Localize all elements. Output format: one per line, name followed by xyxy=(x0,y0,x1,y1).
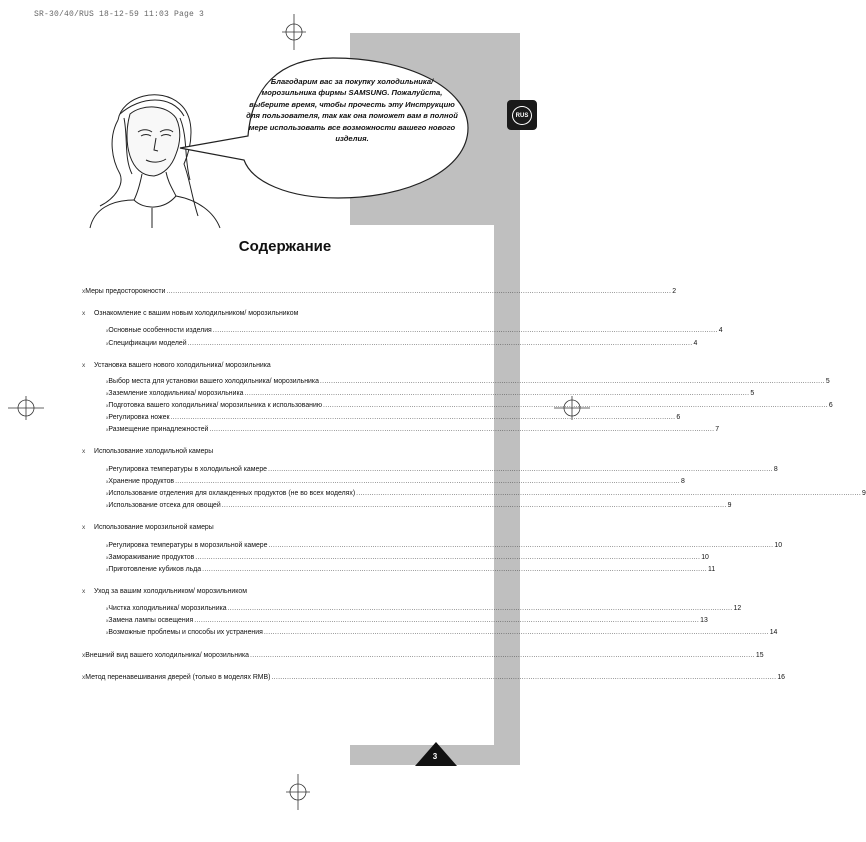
toc-entry-page: 8 xyxy=(773,466,778,473)
toc-entry-label: Подготовка вашего холодильника/ морозильника к использованию xyxy=(108,402,323,409)
toc-entry-page: 8 xyxy=(680,478,685,485)
toc-entry-label: Замораживание продуктов xyxy=(108,554,195,561)
toc-entry[interactable] xyxy=(106,338,698,349)
toc-entry[interactable] xyxy=(106,564,716,575)
toc-entry-label: Внешний вид вашего холодильника/ морозильника xyxy=(85,652,249,659)
bullet: x xyxy=(82,448,86,455)
dot-leader: .................................................................................................................................................................................................................................... xyxy=(356,490,862,497)
bullet: x xyxy=(82,674,86,681)
toc-entry-label: Приготовление кубиков льда xyxy=(108,566,202,573)
bullet: x xyxy=(106,619,109,624)
bullet: x xyxy=(106,492,109,497)
toc-entry-page: 13 xyxy=(700,617,708,624)
bullet: x xyxy=(106,631,109,636)
toc-section-label: Установка вашего нового холодильника/ морозильника xyxy=(94,362,271,369)
dot-leader: .................................................................................................................................................................................................................................... xyxy=(268,542,774,549)
toc-entry-label: Использование отделения для охлажденных продуктов (не во всех моделях) xyxy=(108,490,356,497)
crosshair-icon xyxy=(284,772,312,812)
toc-entry-label: Меры предосторожности xyxy=(85,288,166,295)
toc-entry-label: Выбор места для установки вашего холодильника/ морозильника xyxy=(108,378,319,385)
dot-leader: .................................................................................................................................................................................................................................... xyxy=(249,652,755,659)
bullet: x xyxy=(106,544,109,549)
toc-entry-label: Регулировка температуры в морозильной камере xyxy=(108,542,268,549)
toc-entry-page: 16 xyxy=(777,674,786,681)
toc-entry-page: 7 xyxy=(715,426,720,433)
dot-leader: .................................................................................................................................................................................................................................... xyxy=(227,605,733,612)
bullet: x xyxy=(106,380,109,385)
toc-entry-page: 9 xyxy=(727,502,732,509)
toc-entry[interactable] xyxy=(106,627,778,638)
toc-entry[interactable] xyxy=(106,488,866,499)
page-number: 3 xyxy=(432,752,438,761)
bullet: x xyxy=(82,652,86,659)
bullet: x xyxy=(82,288,86,295)
toc-entry[interactable] xyxy=(106,500,732,511)
bullet: x xyxy=(106,607,109,612)
dot-leader: .................................................................................................................................................................................................................................... xyxy=(166,288,672,295)
toc-entry[interactable] xyxy=(106,540,783,551)
dot-leader: .................................................................................................................................................................................................................................... xyxy=(175,478,680,485)
toc-entry-page: 15 xyxy=(755,652,764,659)
bullet: x xyxy=(82,362,86,369)
bullet: x xyxy=(106,504,109,509)
toc-entry-label: Хранение продуктов xyxy=(108,478,175,485)
toc-entry[interactable] xyxy=(106,552,709,563)
dot-leader: .................................................................................................................................................................................................................................... xyxy=(323,402,828,409)
toc-entry-page: 9 xyxy=(862,490,866,497)
toc-section-heading[interactable] xyxy=(82,360,271,371)
toc-entry-page: 2 xyxy=(672,288,677,295)
toc-entry-label: Замена лампы освещения xyxy=(108,617,194,624)
dot-leader: .................................................................................................................................................................................................................................... xyxy=(244,390,750,397)
toc-entry-label: Метод перенавешивания дверей (только в моделях RMB) xyxy=(85,674,271,681)
dot-leader: .................................................................................................................................................................................................................................... xyxy=(268,466,773,473)
toc-entry-label: Заземление холодильника/ морозильника xyxy=(108,390,244,397)
bullet: x xyxy=(106,556,109,561)
toc-entry[interactable] xyxy=(106,464,778,475)
print-header: SR-30/40/RUS 18-12-59 11:03 Page 3 xyxy=(34,10,205,19)
bullet: x xyxy=(106,392,109,397)
toc-entry[interactable] xyxy=(106,476,685,487)
toc-section-label: Уход за вашим холодильником/ морозильником xyxy=(94,588,247,595)
toc-section-heading[interactable] xyxy=(82,308,298,319)
greeting-text: Благодарим вас за покупку холодильника/ морозильника фирмы SAMSUNG. Пожалуйста, выберите время, чтобы прочесть эту Инструкцию для пользователя, так как она поможет вам в полной мере использовать все возможности вашего нового изделия. xyxy=(246,77,458,144)
toc-entry[interactable] xyxy=(106,424,720,435)
dot-leader: .................................................................................................................................................................................................................................... xyxy=(209,426,715,433)
toc-entry[interactable] xyxy=(106,376,830,387)
toc-entry-page: 10 xyxy=(701,554,709,561)
toc-entry-label: Регулировка ножек xyxy=(108,414,170,421)
toc-entry-page: 5 xyxy=(750,390,755,397)
toc-section-heading[interactable] xyxy=(82,522,214,533)
bullet: x xyxy=(82,524,86,531)
toc-section-label: Ознакомление с вашим новым холодильником/ морозильником xyxy=(94,310,299,317)
toc-entry-label: Регулировка температуры в холодильной камере xyxy=(108,466,267,473)
toc-entry-label: Основные особенности изделия xyxy=(108,327,212,334)
toc-section-heading[interactable] xyxy=(82,586,247,597)
toc-entry-page: 6 xyxy=(828,402,833,409)
toc-entry-page: 4 xyxy=(693,340,698,347)
toc-entry[interactable] xyxy=(106,615,708,626)
toc-entry-page: 4 xyxy=(718,327,723,334)
dot-leader: .................................................................................................................................................................................................................................... xyxy=(187,340,693,347)
toc-entry[interactable] xyxy=(82,286,677,297)
toc-entry-page: 10 xyxy=(774,542,783,549)
toc-entry-page: 5 xyxy=(825,378,830,385)
toc-entry[interactable] xyxy=(82,672,786,683)
toc-entry-label: Возможные проблемы и способы их устранения xyxy=(108,629,263,636)
toc-entry-label: Использование отсека для овощей xyxy=(108,502,221,509)
bullet: x xyxy=(106,342,109,347)
crosshair-icon xyxy=(6,394,46,422)
bullet: x xyxy=(106,329,109,334)
toc-entry-label: Размещение принадлежностей xyxy=(108,426,209,433)
toc-entry[interactable] xyxy=(106,325,723,336)
language-tab xyxy=(507,100,537,130)
toc-entry[interactable] xyxy=(106,603,742,614)
toc-entry-page: 6 xyxy=(676,414,681,421)
dot-leader: .................................................................................................................................................................................................................................... xyxy=(271,674,777,681)
toc-title: Содержание xyxy=(238,238,332,255)
toc-entry-page: 12 xyxy=(733,605,742,612)
bullet: x xyxy=(106,404,109,409)
toc-section-label: Использование холодильной камеры xyxy=(94,448,214,455)
bullet: x xyxy=(106,428,109,433)
toc-entry-label: Спецификации моделей xyxy=(108,340,187,347)
dot-leader: .................................................................................................................................................................................................................................... xyxy=(170,414,676,421)
toc-entry[interactable] xyxy=(106,400,833,411)
toc-entry-page: 14 xyxy=(769,629,778,636)
toc-entry[interactable] xyxy=(82,650,764,661)
bullet: x xyxy=(106,480,109,485)
bullet: x xyxy=(106,568,109,573)
bullet: x xyxy=(106,468,109,473)
dot-leader: .................................................................................................................................................................................................................................... xyxy=(212,327,718,334)
toc-entry[interactable] xyxy=(106,412,681,423)
toc-section-heading[interactable] xyxy=(82,446,213,457)
dot-leader: .................................................................................................................................................................................................................................... xyxy=(194,617,700,624)
toc-entry-label: Чистка холодильника/ морозильника xyxy=(108,605,227,612)
bullet: x xyxy=(82,310,86,317)
toc-entry-page: 11 xyxy=(708,566,716,573)
bullet: x xyxy=(82,588,86,595)
dot-leader: .................................................................................................................................................................................................................................... xyxy=(263,629,769,636)
language-badge: RUS xyxy=(512,106,532,125)
dot-leader: .................................................................................................................................................................................................................................... xyxy=(221,502,727,509)
toc-section-label: Использование морозильной камеры xyxy=(94,524,214,531)
bullet: x xyxy=(106,416,109,421)
crosshair-icon xyxy=(280,12,308,52)
dot-leader: .................................................................................................................................................................................................................................... xyxy=(202,566,708,573)
toc-entry[interactable] xyxy=(106,388,755,399)
dot-leader: .................................................................................................................................................................................................................................... xyxy=(319,378,825,385)
dot-leader: .................................................................................................................................................................................................................................... xyxy=(195,554,701,561)
